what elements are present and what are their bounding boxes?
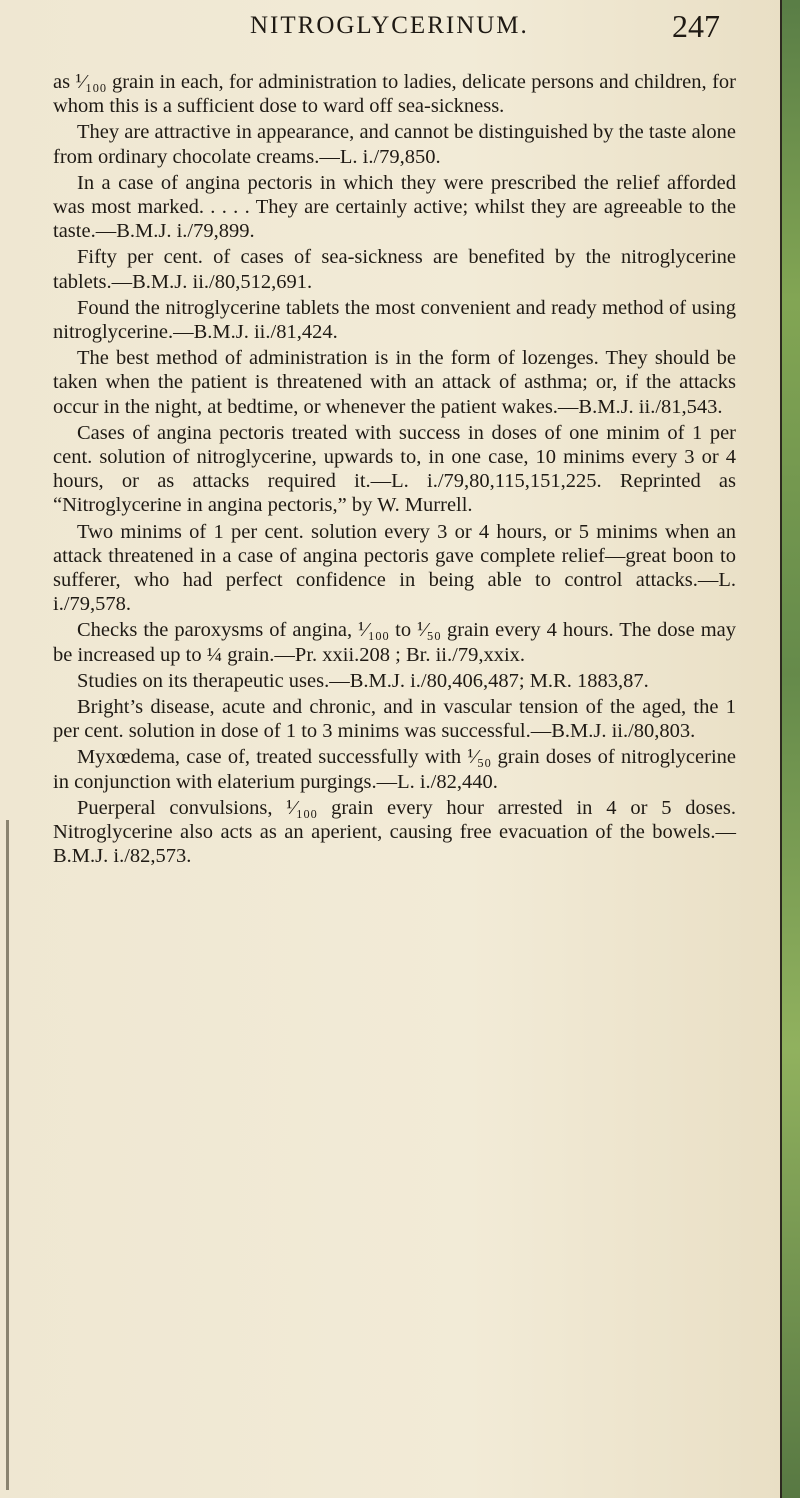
page-header xyxy=(250,8,720,48)
paragraph: In a case of angina pectoris in which they were prescribed the relief afforded was most marked. . . . . They are certainly active; whilst they are agreeable to the taste.—B.M.J. i./79,899. xyxy=(53,171,736,243)
running-title: NITROGLYCERINUM. xyxy=(250,12,529,39)
paragraph: Checks the paroxysms of angina, ¹⁄₁₀₀ to ¹⁄₅₀ grain every 4 hours. The dose may be increased up to ¼ grain.—Pr. xxii.208 ; Br. ii./79,xxix. xyxy=(53,619,736,666)
binding-edge xyxy=(782,0,800,1498)
margin-rule xyxy=(6,820,9,1490)
paragraph: Bright’s disease, acute and chronic, and in vascular tension of the aged, the 1 per cent. solution in dose of 1 to 3 minims was successful.—B.M.J. ii./80,803. xyxy=(53,696,736,743)
paragraph: Puerperal convulsions, ¹⁄₁₀₀ grain every hour arrested in 4 or 5 doses. Nitroglycerine also acts as an aperient, causing free evacuation of the bowels.—B.M.J. i./82,573. xyxy=(53,796,736,868)
paragraph: Studies on its therapeutic uses.—B.M.J. i./80,406,487; M.R. 1883,87. xyxy=(77,669,649,692)
paragraph: They are attractive in appearance, and cannot be distinguished by the taste alone from ordinary chocolate creams.—L. i./79,850. xyxy=(53,121,736,168)
paragraph: Found the nitroglycerine tablets the most convenient and ready method of using nitroglycerine.—B.M.J. ii./81,424. xyxy=(53,296,736,344)
paragraph: The best method of administration is in the form of lozenges. They should be taken when the patient is threatened with an attack of asthma; or, if the attacks occur in the night, at bedtime, or whenever the patient wakes.—B.M.J. ii./81,543. xyxy=(53,347,736,418)
paragraph: Two minims of 1 per cent. solution every 3 or 4 hours, or 5 minims when an attack threatened in a case of angina pectoris gave complete relief—great boon to sufferer, who had perfect confidence in being able to control attacks.—L. i./79,578. xyxy=(53,520,736,616)
paragraph: as ¹⁄₁₀₀ grain in each, for administration to ladies, delicate persons and children, for whom this is a sufficient dose to ward off sea-sickness. xyxy=(53,71,736,118)
page-number: 247 xyxy=(672,8,720,44)
page-body xyxy=(53,70,736,871)
paragraph: Myxœdema, case of, treated successfully with ¹⁄₅₀ grain doses of nitroglycerine in conjunction with elaterium purgings.—L. i./82,440. xyxy=(53,746,736,793)
paragraph: Fifty per cent. of cases of sea-sickness are benefited by the nitroglycerine tablets.—B.M.J. ii./80,512,691. xyxy=(53,246,736,293)
paragraph: Cases of angina pectoris treated with success in doses of one minim of 1 per cent. solution of nitroglycerine, upwards to, in one case, 10 minims every 3 or 4 hours, or as attacks required it.—L. i./79,80,115,151,225. Reprinted as “Nitroglycerine in angina pectoris,” by W. Murrell. xyxy=(53,421,736,517)
